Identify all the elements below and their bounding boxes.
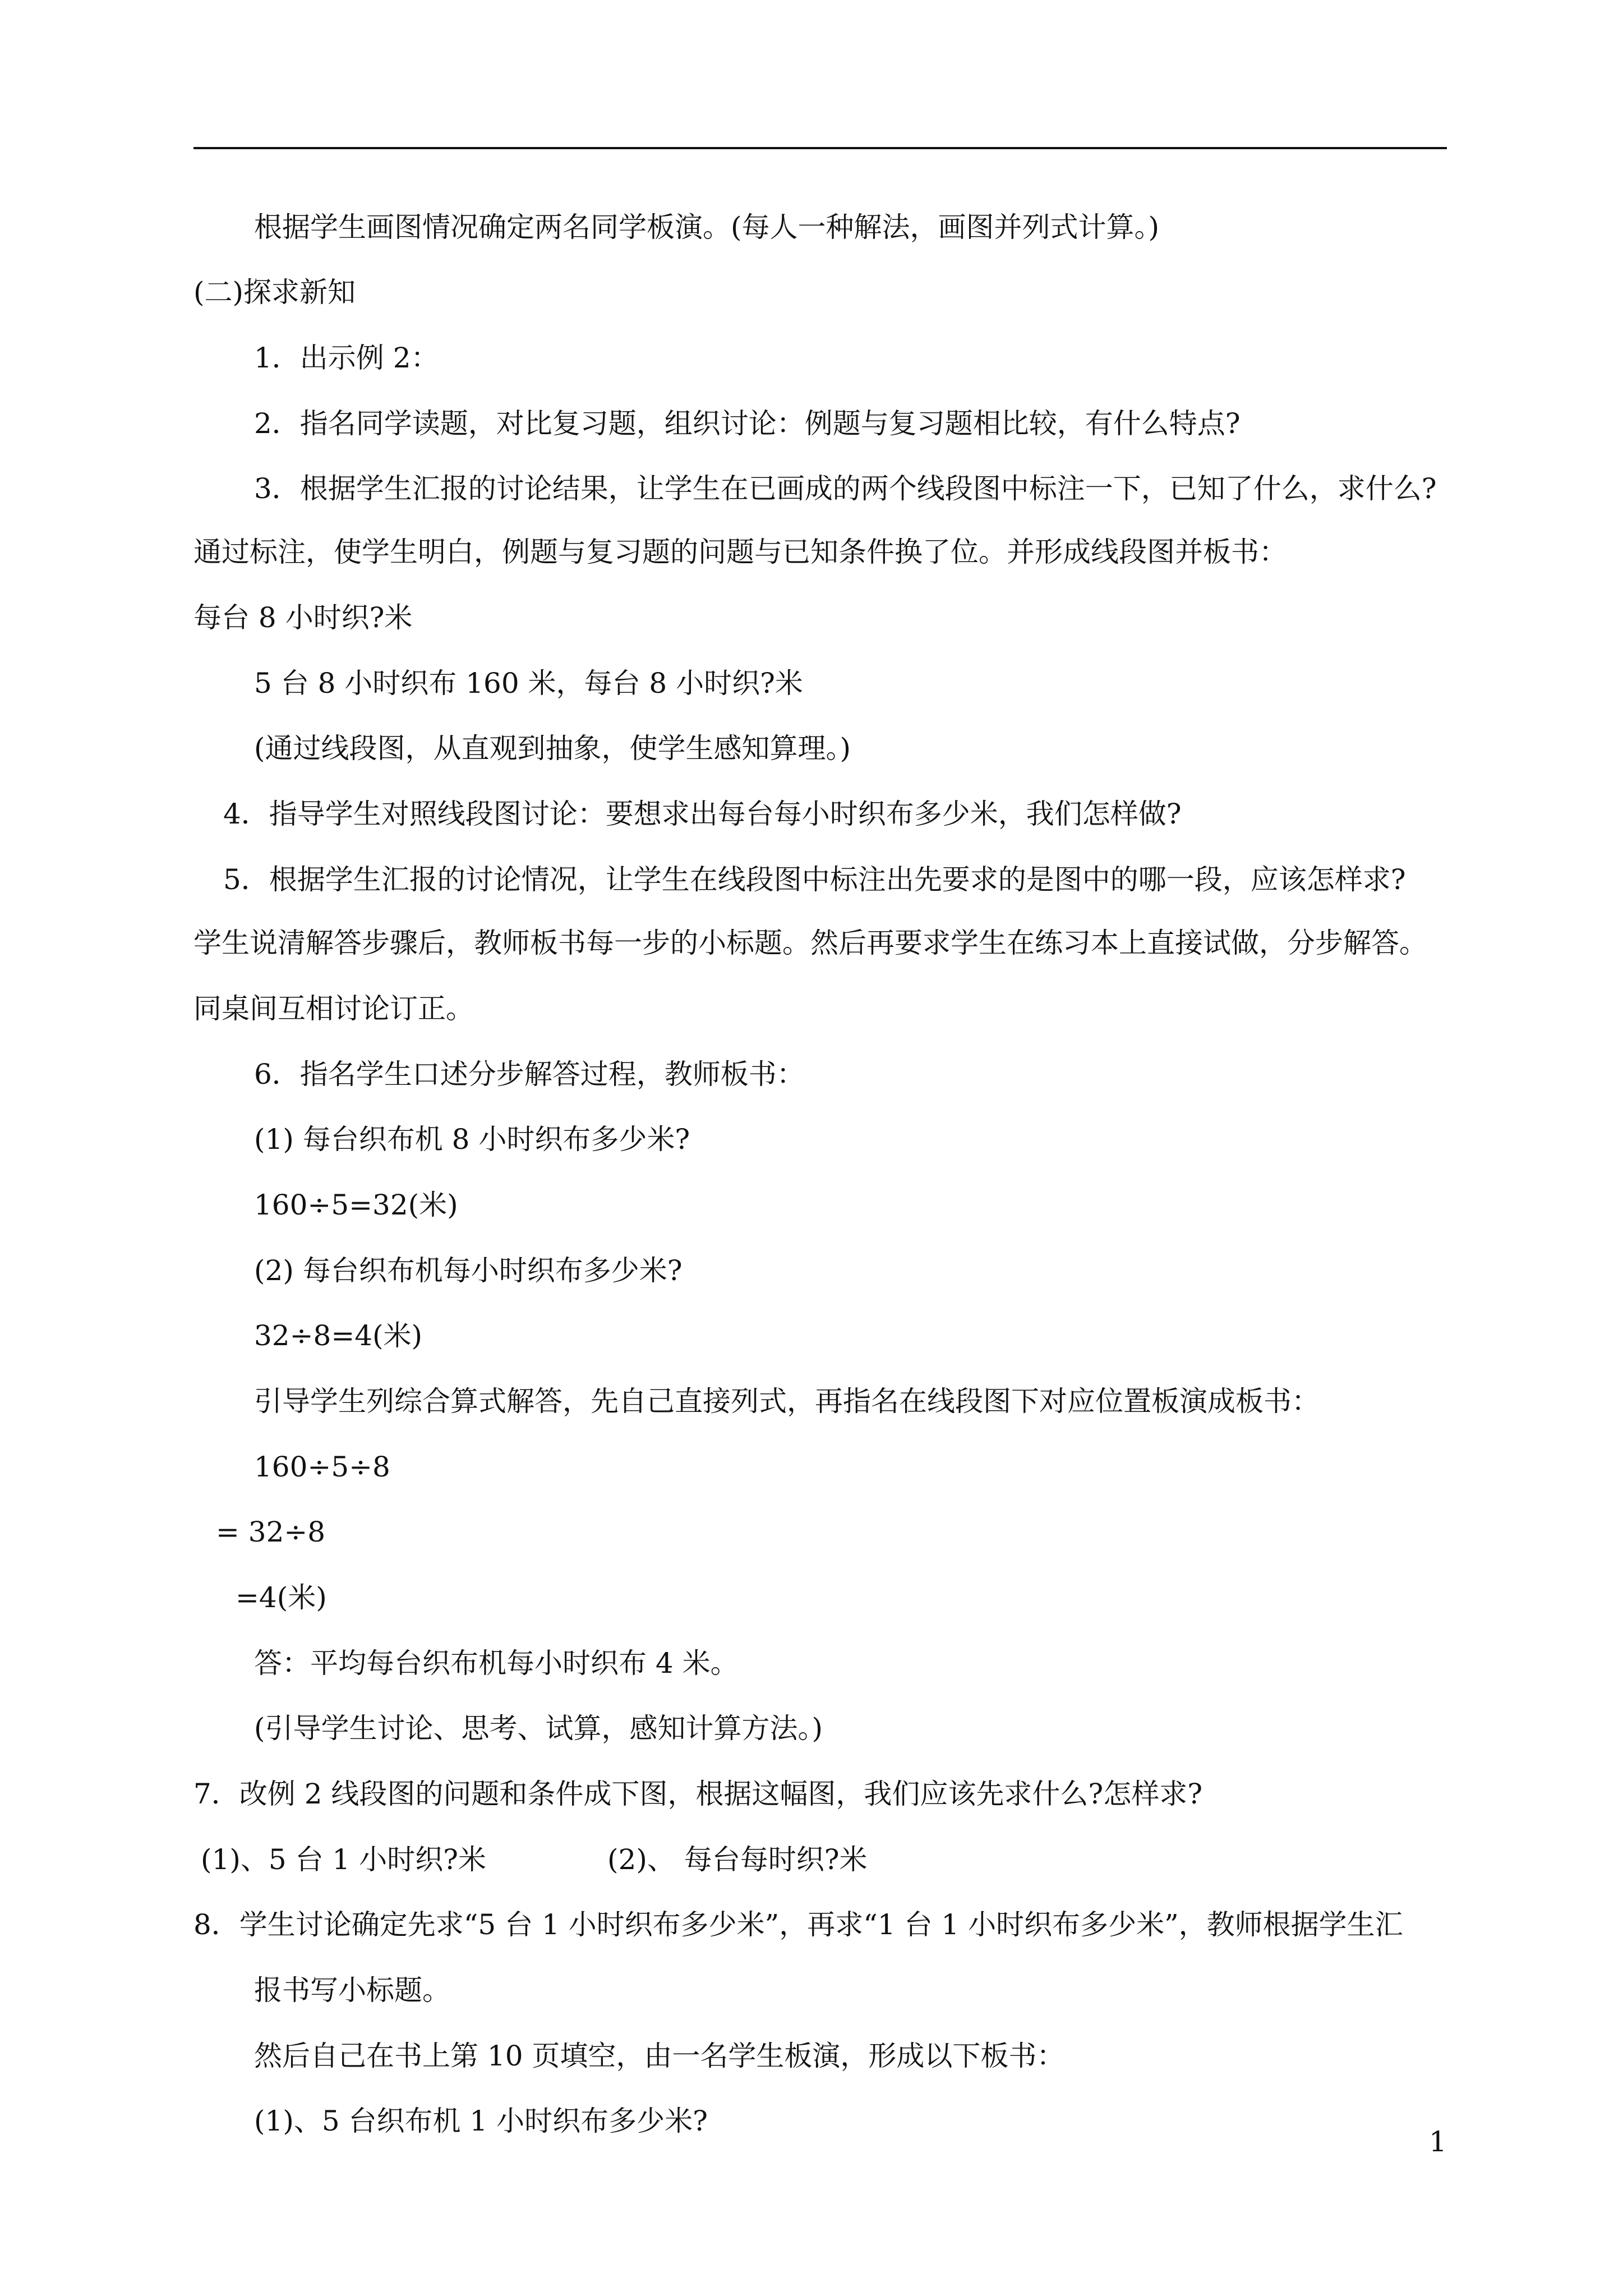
board-text: (1)、5 台 1 小时织?米	[201, 1843, 486, 1876]
paragraph-line: 通过标注，使学生明白，例题与复习题的问题与已知条件换了位。并形成线段图并板书：	[193, 536, 1287, 568]
paragraph-line: 8．学生讨论确定先求“5 台 1 小时织布多少米”，再求“1 台 1 小时织布多少米”，教师根据学生汇	[193, 1908, 1403, 1941]
paragraph-line: 3．根据学生汇报的讨论结果，让学生在已画成的两个线段图中标注一下，已知了什么，求什么?	[254, 472, 1437, 505]
answer-line: 答：平均每台织布机每小时织布 4 米。	[254, 1647, 739, 1680]
header-rule	[193, 147, 1447, 149]
paragraph-line: 引导学生列综合算式解答，先自己直接列式，再指名在线段图下对应位置板演成板书：	[254, 1385, 1320, 1418]
board-text: (1)、5 台织布机 1 小时织布多少米?	[254, 2105, 708, 2137]
paragraph-line: 2．指名同学读题，对比复习题，组织讨论：例题与复习题相比较，有什么特点?	[254, 407, 1241, 440]
equation: =4(米)	[236, 1581, 327, 1614]
paragraph-line: 4．指导学生对照线段图讨论：要想求出每台每小时织布多少米，我们怎样做?	[223, 798, 1182, 830]
paragraph-line: 根据学生画图情况确定两名同学板演。(每人一种解法，画图并列式计算。)	[254, 211, 1160, 243]
page-number: 1	[1429, 2125, 1447, 2158]
paragraph-line: 报书写小标题。	[254, 1974, 450, 2007]
board-text: 每台 8 小时织?米	[193, 601, 413, 634]
paragraph-line: 7．改例 2 线段图的问题和条件成下图，根据这幅图，我们应该先求什么?怎样求?	[193, 1778, 1203, 1810]
paragraph-line: 同桌间互相讨论订正。	[193, 992, 474, 1025]
section-heading: (二)探求新知	[193, 276, 356, 309]
paragraph-line: (通过线段图，从直观到抽象，使学生感知算理。)	[254, 732, 851, 765]
board-text: (2)、 每台每时织?米	[607, 1843, 868, 1876]
equation: = 32÷8	[216, 1516, 326, 1548]
equation: 160÷5=32(米)	[254, 1189, 458, 1221]
paragraph-line: 6．指名学生口述分步解答过程，教师板书：	[254, 1058, 805, 1091]
paragraph-line: 学生说清解答步骤后，教师板书每一步的小标题。然后再要求学生在练习本上直接试做，分步解答。	[193, 927, 1427, 959]
paragraph-line: (引导学生讨论、思考、试算，感知计算方法。)	[254, 1712, 823, 1745]
equation: 160÷5÷8	[254, 1451, 390, 1483]
board-text: (1) 每台织布机 8 小时织布多少米?	[254, 1123, 690, 1156]
paragraph-line: 然后自己在书上第 10 页填空，由一名学生板演，形成以下板书：	[254, 2040, 1065, 2072]
paragraph-line: 1．出示例 2：	[254, 342, 439, 374]
board-text: 5 台 8 小时织布 160 米，每台 8 小时织?米	[254, 667, 803, 700]
paragraph-line: 5．根据学生汇报的讨论情况，让学生在线段图中标注出先要求的是图中的哪一段，应该怎样求?	[223, 863, 1406, 896]
board-text: (2) 每台织布机每小时织布多少米?	[254, 1254, 683, 1287]
equation: 32÷8=4(米)	[254, 1319, 423, 1352]
